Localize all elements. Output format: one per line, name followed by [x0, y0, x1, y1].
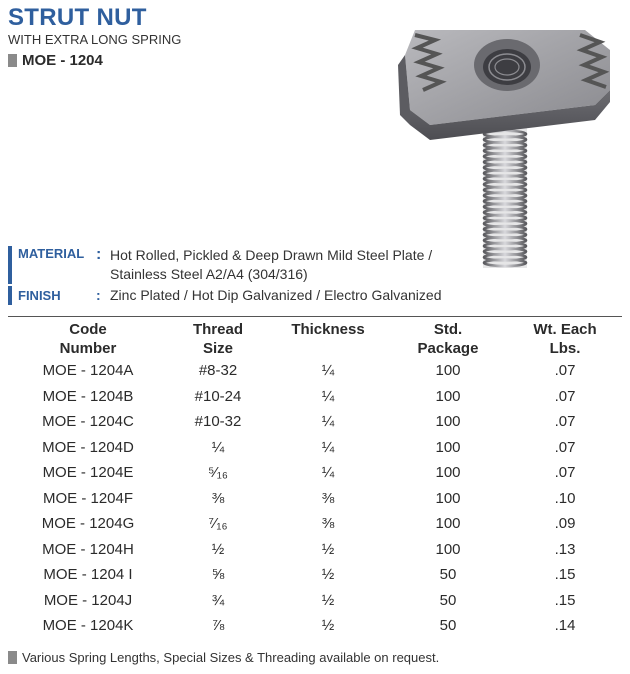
cell-thread-size: ⅝: [211, 566, 225, 584]
table-header-row: [8, 320, 622, 358]
cell-code-number: MOE - 1204F: [42, 489, 134, 507]
cell-std-package: 100: [435, 413, 461, 431]
page-title: STRUT NUT: [8, 4, 147, 31]
cell-thickness: ¼: [321, 362, 335, 380]
footer-note: [8, 650, 439, 665]
page-subtitle: WITH EXTRA LONG SPRING: [8, 32, 182, 47]
header-code-number: Code Number: [59, 321, 117, 357]
header-thickness: Thickness: [291, 321, 365, 338]
cell-thickness: ½: [321, 540, 335, 558]
cell-code-number: MOE - 1204 I: [43, 566, 133, 584]
cell-thickness: ⅜: [321, 515, 335, 533]
material-value-line1: Hot Rolled, Pickled & Deep Drawn Mild Steel Plate /: [110, 247, 433, 263]
cell-thread-size: ⁵⁄₁₆: [208, 464, 228, 482]
cell-std-package: 100: [435, 464, 461, 482]
table-row: [8, 409, 622, 435]
cell-std-package: 100: [435, 362, 461, 380]
product-table: [8, 320, 622, 639]
cell-thickness: ⅜: [321, 489, 335, 507]
material-value-line2: Stainless Steel A2/A4 (304/316): [110, 266, 308, 282]
finish-accent-bar: [8, 286, 12, 305]
finish-spec: [8, 286, 568, 305]
table-row: [8, 358, 622, 384]
table-row: [8, 588, 622, 614]
material-colon: :: [96, 246, 102, 263]
cell-code-number: MOE - 1204A: [42, 362, 134, 380]
nut-body: [398, 30, 610, 140]
cell-weight-each: .10: [554, 489, 576, 507]
cell-std-package: 100: [435, 387, 461, 405]
square-bullet-icon: [8, 54, 17, 67]
cell-std-package: 50: [439, 591, 457, 609]
finish-label: FINISH: [18, 288, 61, 303]
cell-std-package: 50: [439, 617, 457, 635]
cell-thread-size: #10-32: [194, 413, 242, 431]
cell-thread-size: ⁷⁄₁₆: [208, 515, 228, 533]
cell-weight-each: .07: [554, 362, 576, 380]
cell-std-package: 100: [435, 489, 461, 507]
cell-std-package: 50: [439, 566, 457, 584]
table-row: [8, 486, 622, 512]
material-accent-bar: [8, 246, 12, 284]
square-bullet-icon: [8, 651, 17, 664]
cell-code-number: MOE - 1204B: [42, 387, 134, 405]
cell-weight-each: .07: [554, 387, 576, 405]
cell-code-number: MOE - 1204K: [42, 617, 134, 635]
table-row: [8, 537, 622, 563]
model-row: [8, 52, 181, 69]
cell-thread-size: ⅜: [211, 489, 225, 507]
table-row: [8, 613, 622, 639]
cell-code-number: MOE - 1204G: [41, 515, 135, 533]
cell-thread-size: ¼: [211, 438, 225, 456]
cell-thickness: ¼: [321, 438, 335, 456]
cell-code-number: MOE - 1204H: [42, 540, 134, 558]
cell-weight-each: .13: [554, 540, 576, 558]
cell-weight-each: .09: [554, 515, 576, 533]
table-row: [8, 511, 622, 537]
cell-thickness: ½: [321, 617, 335, 635]
cell-code-number: MOE - 1204E: [42, 464, 134, 482]
cell-std-package: 100: [435, 438, 461, 456]
material-spec: [8, 246, 568, 284]
cell-thickness: ¼: [321, 413, 335, 431]
header-weight-each: Wt. Each Lbs.: [533, 321, 597, 357]
cell-code-number: MOE - 1204C: [42, 413, 134, 431]
material-label: MATERIAL: [18, 246, 85, 261]
cell-thread-size: ¾: [211, 591, 225, 609]
cell-weight-each: .07: [554, 438, 576, 456]
cell-std-package: 100: [435, 515, 461, 533]
cell-code-number: MOE - 1204D: [42, 438, 134, 456]
finish-value: Zinc Plated / Hot Dip Galvanized / Electro Galvanized: [110, 287, 442, 303]
cell-weight-each: .07: [554, 464, 576, 482]
table-row: [8, 384, 622, 410]
cell-thickness: ¼: [321, 464, 335, 482]
header-thread-size: Thread Size: [192, 321, 243, 357]
cell-thread-size: #8-32: [198, 362, 238, 380]
cell-code-number: MOE - 1204J: [43, 591, 133, 609]
cell-thickness: ½: [321, 566, 335, 584]
finish-colon: :: [96, 287, 101, 303]
cell-thread-size: #10-24: [194, 387, 242, 405]
table-row: [8, 460, 622, 486]
strut-nut-spring-image: [395, 10, 620, 270]
cell-thread-size: ⅞: [211, 617, 225, 635]
table-row: [8, 435, 622, 461]
cell-thickness: ½: [321, 591, 335, 609]
header-std-package: Std. Package: [417, 321, 479, 357]
table-top-rule: [8, 316, 622, 317]
table-row: [8, 562, 622, 588]
cell-weight-each: .15: [554, 591, 576, 609]
title-block: [8, 4, 181, 69]
cell-std-package: 100: [435, 540, 461, 558]
footer-text: Various Spring Lengths, Special Sizes & Threading available on request.: [22, 650, 440, 665]
cell-weight-each: .07: [554, 413, 576, 431]
specs-block: [8, 246, 568, 305]
cell-weight-each: .15: [554, 566, 576, 584]
cell-thread-size: ½: [211, 540, 225, 558]
cell-thickness: ¼: [321, 387, 335, 405]
model-code: MOE - 1204: [22, 52, 103, 69]
cell-weight-each: .14: [554, 617, 576, 635]
